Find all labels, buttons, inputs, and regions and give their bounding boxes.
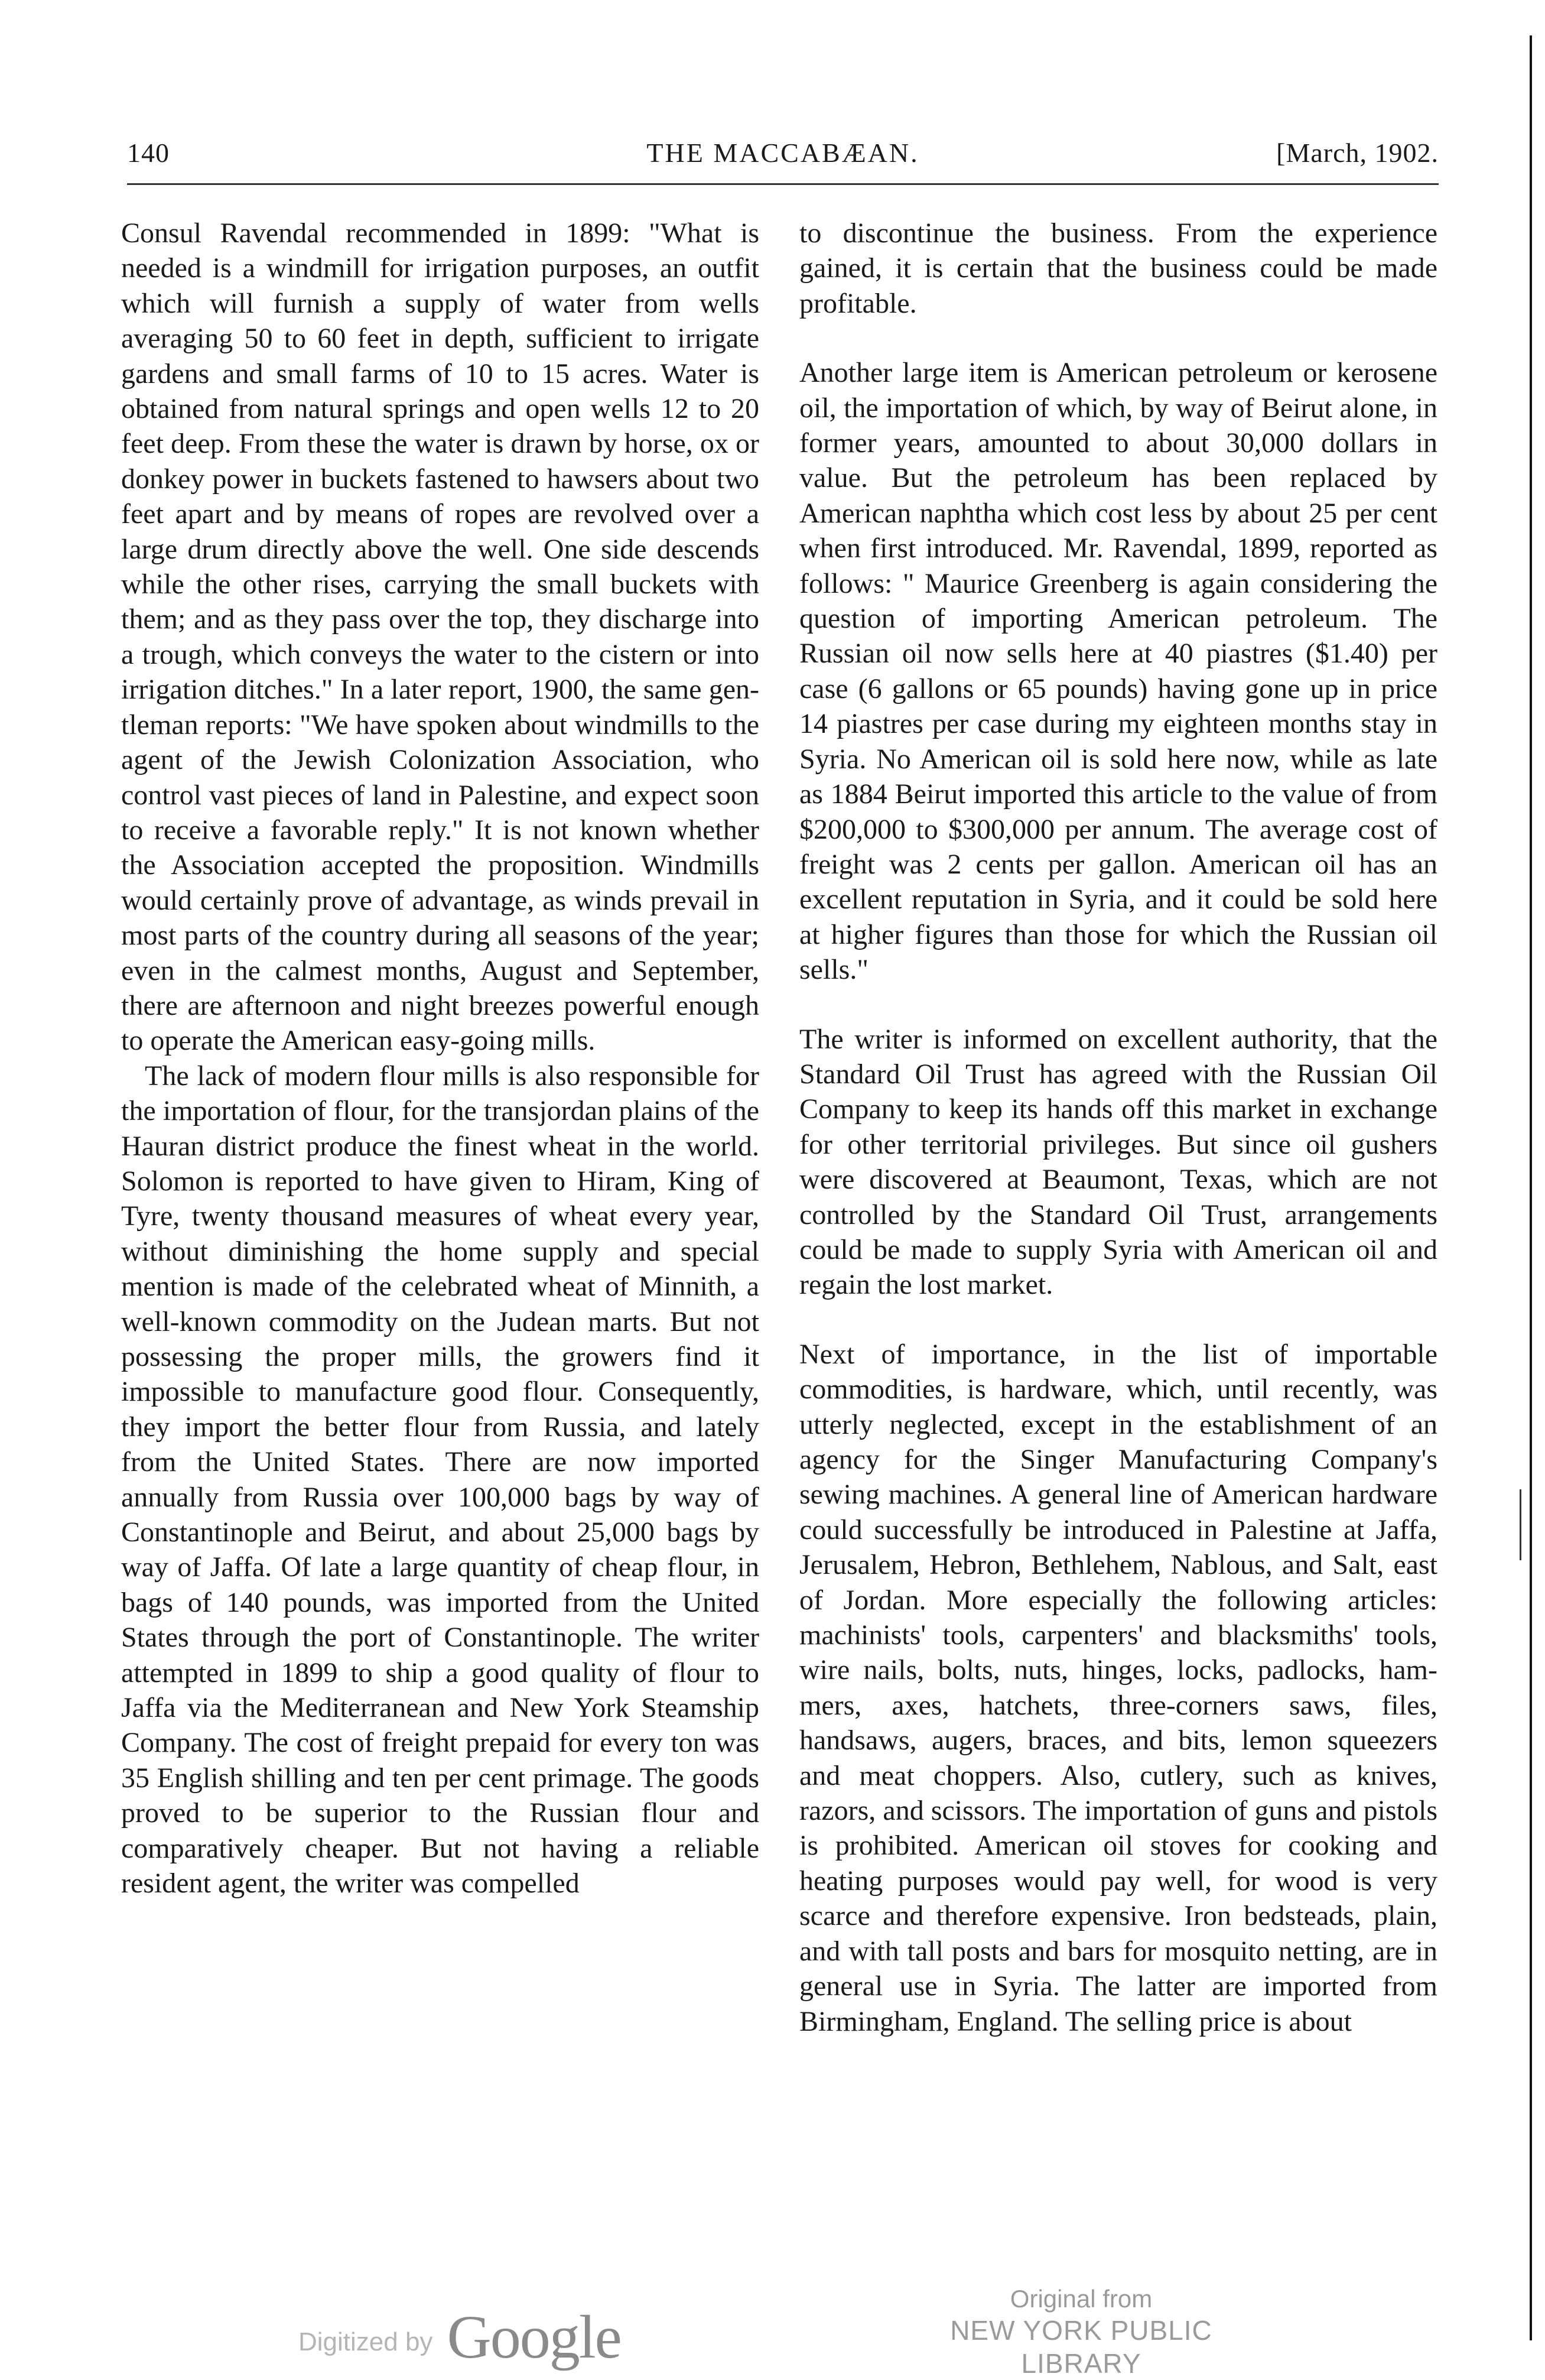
right-column (799, 216, 1437, 2039)
issue-date: [March, 1902. (1276, 138, 1439, 168)
library-name: NEW YORK PUBLIC LIBRARY (950, 2315, 1212, 2379)
page-number: 140 (127, 138, 170, 168)
page-edge-line (1530, 35, 1532, 2340)
header-rule (127, 183, 1439, 185)
paragraph-standard-oil: The writer is informed on excellent authority, that the Standard Oil Trust has agreed with the Russian Oil Company to keep its hands off this market in exchange for other territorial privileges. But since oil gushers were discovered at Beaumont, Texas, which are not controlled by the Standard Oil Trust, arrangements could be made to supply Syria with American oil and regain the lost market. (799, 1023, 1437, 1301)
page-edge-mark (1520, 1489, 1521, 1560)
source-library-watermark (898, 2284, 1264, 2380)
original-from-label: Original from (1010, 2285, 1153, 2313)
paragraph-petroleum: Another large item is American petroleum or kerosene oil, the importation of which, by way of Beirut alone, in former years, amounted to about 30,000 dollars in value. But the petroleum has been replaced by American naphtha which cost less by about 25 per cent when first introduced. Mr. Ravendal, 1899, reported as follows: " Maurice Greenberg is again considering the question of importing American petroleum. The Russian oil now sells here at 40 piastres ($1.40) per case (6 gallons or 65 pounds) having gone up in price 14 piastres per case during my eighteen months stay in Syria. No American oil is sold here now, while as late as 1884 Beirut imported this article to the value of from $200,000 to $300,000 per annum. The average cost of freight was 2 cents per gallon. American oil has an excellent reputation in Syria, and it could be sold here at higher figures than those for which the Russian oil sells." (799, 357, 1437, 986)
google-logo: Google (447, 2303, 621, 2371)
paragraph-continuation: to discontinue the business. From the experience gained, it is certain that the business could be made profitable. (799, 217, 1437, 319)
left-column (121, 216, 759, 1901)
paragraph-windmills: Consul Ravendal recommended in 1899: "What is needed is a windmill for irrigation purposes, an outfit which will furnish a supply of water from wells averaging 50 to 60 feet in depth, sufficient to irrigate gardens and small farms of 10 to 15 acres. Water is obtained from natural springs and open wells 12 to 20 feet deep. From these the water is drawn by horse, ox or donkey power in buckets fastened to hawsers about two feet apart and by means of ropes are revolved over a large drum directly above the well. One side descends while the other rises, carrying the small buckets with them; and as they pass over the top, they discharge into a trough, which conveys the water to the cistern or into irrigation ditches." In a later report, 1900, the same gentleman reports: "We have spoken about windmills to the agent of the Jewish Colonization Association, who control vast pieces of land in Palestine, and expect soon to receive a favorable reply." It is not known whether the Association accepted the proposition. Windmills would certainly prove of advantage, as winds prevail in most parts of the country during all seasons of the year; even in the calmest months, August and September, there are afternoon and night breezes powerful enough to operate the American easy-going mills. (121, 217, 759, 1057)
paragraph-hardware: Next of importance, in the list of importable commodities, is hardware, which, until recently, was utterly neglected, except in the establishment of an agency for the Singer Manufacturing Company's sewing machines. A general line of American hardware could successfully be introduced in Palestine at Jaffa, Jerusalem, Hebron, Bethlehem, Nablous, and Salt, east of Jordan. More especially the following articles: machinists' tools, carpenters' and blacksmiths' tools, wire nails, bolts, nuts, hinges, locks, padlocks, hammers, axes, hatchets, three-corners saws, files, handsaws, augers, braces, and bits, lemon squeezers and meat choppers. Also, cutlery, such as knives, razors, and scissors. The importation of guns and pistols is prohibited. American oil stoves for cooking and heating purposes would pay well, for wood is very scarce and therefore expensive. Iron bedsteads, plain, and with tall posts and bars for mosquito netting, are in general use in Syria. The latter are imported from Birmingham, England. The selling price is about (799, 1338, 1437, 2037)
running-header (127, 137, 1439, 173)
digitized-by-label: Digitized by (298, 2327, 433, 2356)
paragraph-flour-mills: The lack of modern flour mills is also responsible for the importation of flour, for the transjordan plains of the Hauran district produce the finest wheat in the world. Solomon is reported to have given to Hiram, King of Tyre, twenty thousand measures of wheat every year, without diminishing the home supply and special mention is made of the celebrated wheat of Minnith, a well-known commodity on the Judean marts. But not possessing the proper mills, the growers find it impossible to manufacture good flour. Consequently, they import the better flour from Russia, and lately from the United States. There are now imported annually from Russia over 100,000 bags by way of Constantinople and Beirut, and about 25,000 bags by way of Jaffa. Of late a large quantity of cheap flour, in bags of 140 pounds, was imported from the United States through the port of Constantinople. The writer attempted in 1899 to ship a good quality of flour to Jaffa via the Mediterranean and New York Steamship Company. The cost of freight prepaid for every ton was 35 English shilling and ten per cent primage. The goods proved to be superior to the Russian flour and comparatively cheaper. But not having a reliable resident agent, the writer was compelled (121, 1060, 759, 1900)
digitized-by-watermark (298, 2302, 621, 2372)
journal-title: THE MACCABÆAN. (646, 138, 919, 168)
